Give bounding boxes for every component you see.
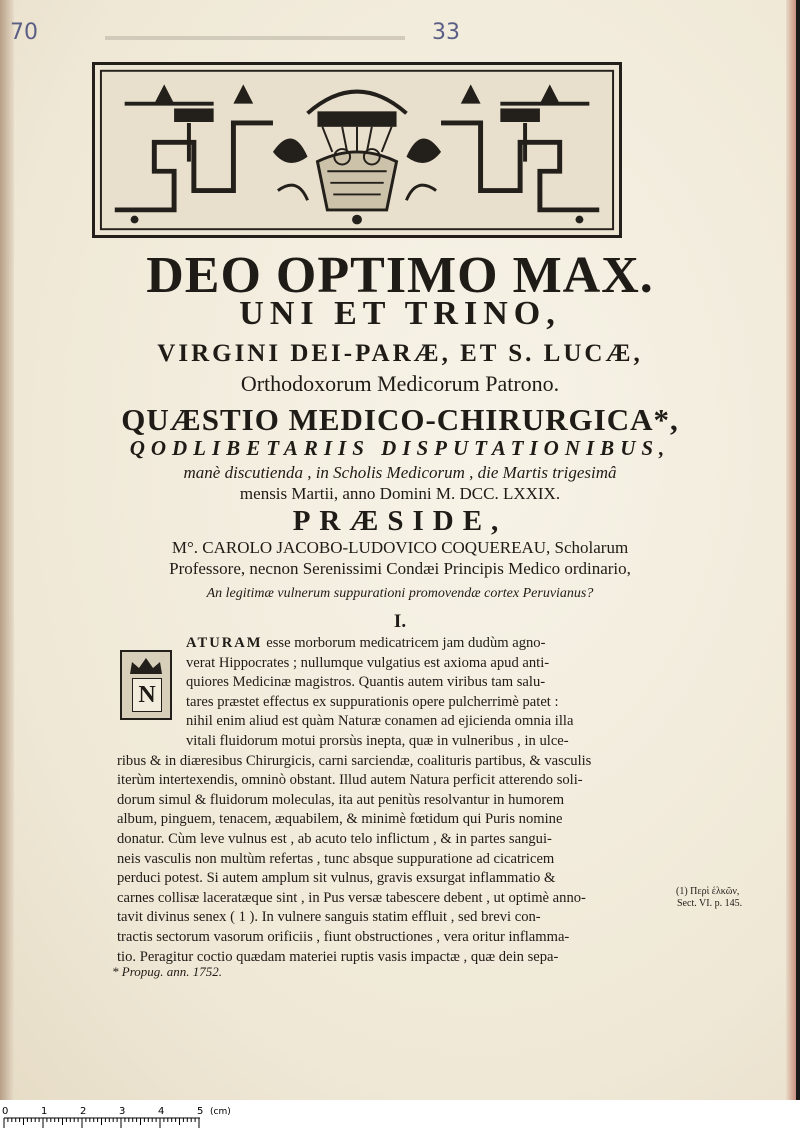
body-line: perduci potest. Si autem amplum sit vulnus, gravis exsurgat inflammatio &: [117, 870, 556, 887]
date-line-1: manè discutienda , in Scholis Medicorum , die Martis trigesimâ: [183, 463, 617, 482]
body-line: tavit divinus senex ( 1 ). In vulnere sanguis statim effluit , sed brevi con-: [117, 909, 541, 926]
body-line: iterùm intertexendis, omninò obstant. Illud autem Natura perficit atterendo soli-: [117, 772, 583, 789]
president-title: Professore, necnon Serenissimi Condæi Principis Medico ordinario,: [169, 559, 631, 578]
section-number: I.: [393, 611, 407, 632]
crown-icon: [128, 656, 164, 676]
body-line: verat Hippocrates ; nullumque vulgatius est axioma apud anti-: [186, 654, 550, 671]
margin-note-line-2: Sect. VI. p. 145.: [677, 898, 743, 909]
disputation-line: QODLIBETARIIS DISPUTATIONIBUS,: [129, 436, 671, 460]
footnote: * Propug. ann. 1752.: [112, 964, 223, 979]
body-line: tares præstet effectus ex suppurationis opere pulcherrimè patet :: [186, 693, 559, 710]
body-line: ATURAM esse morborum medicatricem jam dudùm agno-: [186, 635, 546, 651]
ruler-number: 1: [41, 1106, 48, 1117]
body-line: vitali fluidorum motui prorsùs inepta, quæ in vulneribus , in ulce-: [186, 733, 569, 749]
praeside-heading: PRÆSIDE,: [292, 505, 508, 537]
margin-note-line-1: (1) Περὶ ἑλκῶν,: [676, 886, 740, 897]
initial-letter: N: [132, 678, 162, 712]
body-line: carnes collisæ laceratæque sint , in Pus versæ tabescere debent , ut optimè anno-: [117, 889, 586, 906]
body-line: donatur. Cùm leve vulnus est , ab acuto telo inflictum , & in partes sangui-: [117, 831, 552, 847]
dedication-line-4: Orthodoxorum Medicorum Patrono.: [240, 371, 560, 396]
scale-ruler: [0, 1100, 800, 1132]
body-line: tio. Peragitur coctio quædam materiei ruptis vasis impactæ , quæ dein sepa-: [117, 948, 559, 965]
ruler-unit: (cm): [210, 1107, 231, 1117]
ruler-number: 0: [2, 1106, 9, 1117]
ruler-number: 2: [80, 1106, 87, 1117]
headpiece-ornament: [92, 62, 622, 238]
body-line: quiores Medicinæ magistros. Quantis autem viribus tam salu-: [186, 674, 546, 691]
crossed-out-annotation: [105, 36, 405, 40]
question-line: An legitimæ vulnerum suppurationi promovendæ cortex Peruvianus?: [206, 586, 594, 601]
dedication-line-3: VIRGINI DEI-PARÆ, ET S. LUCÆ,: [157, 340, 643, 367]
dedication-line-2: UNI ET TRINO,: [239, 295, 561, 332]
body-line: nihil enim aliud est quàm Naturæ conamen ad ejicienda omnia illa: [186, 713, 574, 730]
ruler-graphic: [0, 1100, 800, 1132]
decorated-initial: [120, 650, 172, 720]
body-line: tractis sectorum vasorum orificiis , fiunt obstructiones , vera oritur inflamma-: [117, 929, 570, 945]
ruler-number: 3: [119, 1106, 126, 1117]
folio-number-handwritten: 70: [10, 20, 38, 45]
quaestio-title: QUÆSTIO MEDICO-CHIRURGICA*,: [121, 402, 679, 437]
ruler-number: 4: [158, 1106, 165, 1117]
page-number-handwritten: 33: [432, 20, 460, 45]
president-name: M°. CAROLO JACOBO-LUDOVICO COQUEREAU, Scholarum: [171, 538, 629, 557]
dedication-title: DEO OPTIMO MAX.: [146, 247, 654, 304]
body-line: neis vasculis non multùm refertas , tunc absque suppuratione ad cicatricem: [117, 850, 555, 867]
body-line: ribus & in diæresibus Chirurgicis, carni sarciendæ, coalituris partibus, & vasculis: [117, 752, 592, 769]
ruler-number: 5: [197, 1106, 204, 1117]
date-line-2: mensis Martii, anno Domini M. DCC. LXXIX.: [239, 484, 561, 503]
body-line: album, pinguem, tenacem, æquabilem, & minimè fœtidum qui Puris nomine: [117, 811, 563, 828]
body-line: dorum simul & fluidorum moleculas, ita aut penitùs resolvantur in humorem: [117, 791, 565, 808]
